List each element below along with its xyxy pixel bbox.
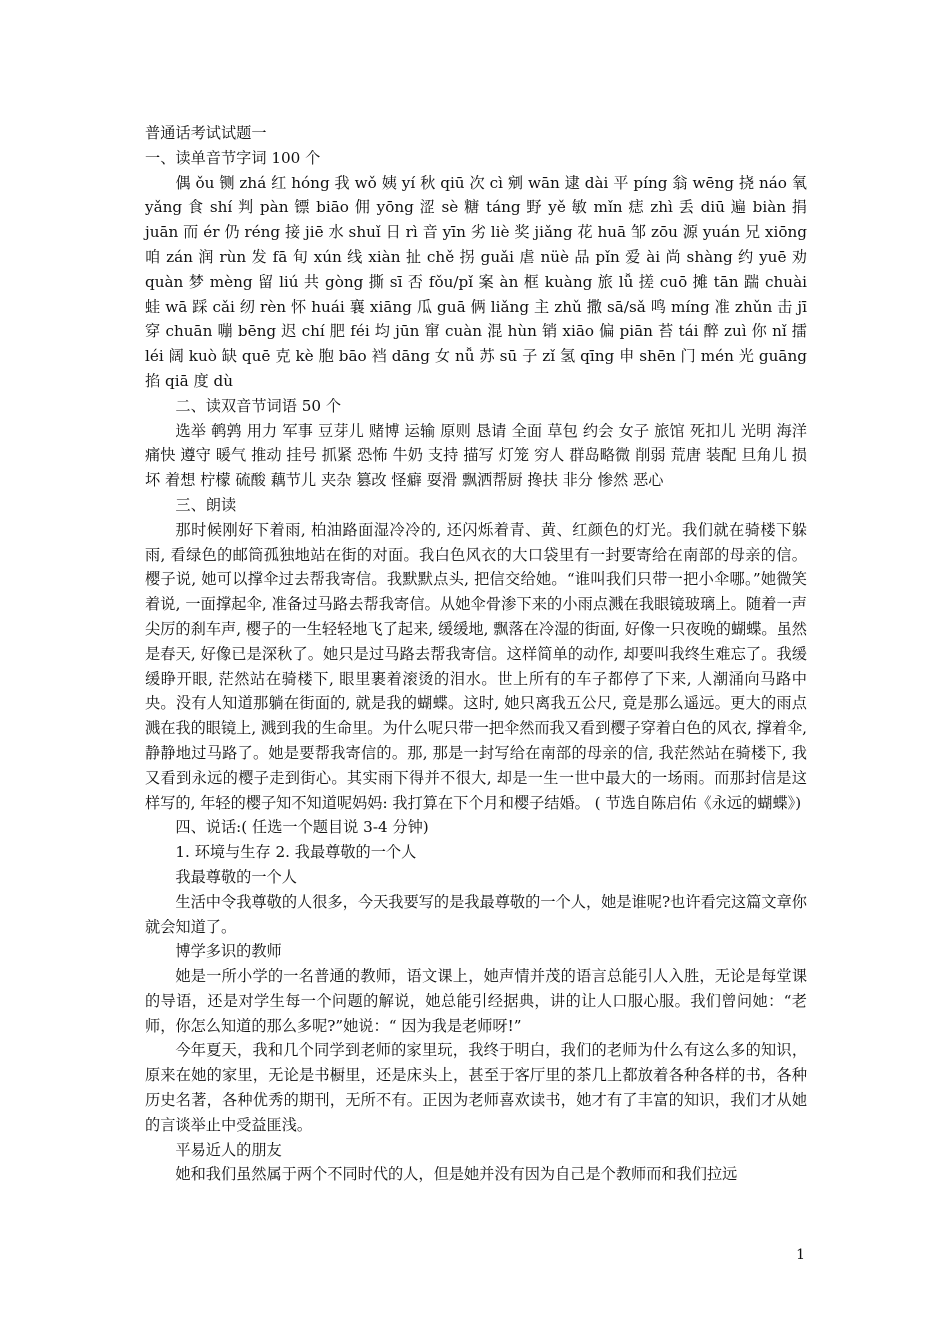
section1-body: 偶 ǒu 铡 zhá 红 hóng 我 wǒ 姨 yí 秋 qiū 次 cì 剜 wān 逮 dài 平 píng 翁 wēng 挠 náo 氧 yǎng 食 shí 判 pàn 镖 biāo 佣 yōng 涩 sè 糖 táng 野 yě 敏 mǐn 痣 zhì 丢 diū 遍 biàn 捐 juān 而 ér 仍 réng 接 jiē 水 shuǐ 日 rì 音 yīn 劣 liè 奖 jiǎng 花 huā 邹 zōu 源 yuán 兄 xiōng 咱 zán 润 rùn 发 fā 旬 xún 线 xiàn 扯 chě 拐 guǎi 虐 nüè 品 pǐn 爱 ài 尚 shàng 约 yuē 劝 quàn 梦 mèng 留 liú 共 gòng 撕 sī 否 fǒu/pǐ 案 àn 框 kuàng 旅 lǚ 搓 cuō 摊 tān 踹 chuài 蛙 wā 踩 cǎi 纫 rèn 怀 huái 襄 xiāng 瓜 guā 俩 liǎng 主 zhǔ 撒 sā/sǎ 鸣 míng 准 zhǔn 击 jī 穿 chuān 嘣 bēng 迟 chí 肥 féi 均 jūn 窜 cuàn 混 hùn 销 xiāo 偏 piān 苔 tái 醉 zuì 你 nǐ 擂 léi 阔 kuò 缺 quē 克 kè 胞 bāo 裆 dāng 女 nǚ 苏 sū 子 zǐ 氢 qīng 申 shēn 门 mén 光 guāng 掐 qiā 度 dù [145, 173, 807, 390]
section2-body: 选举 鹌鹑 用力 军事 豆芽儿 赌博 运输 原则 恳请 全面 草包 约会 女子 旅馆 死扣儿 光明 海洋 痛快 遵守 暖气 推动 挂号 抓紧 恐怖 牛奶 支持 描写 灯笼 穷人 群岛略微 削弱 荒唐 装配 旦角儿 损坏 着想 柠檬 硫酸 藕节儿 夹杂 篡改 怪癖 耍滑 飘洒帮厨 搀扶 非分 惨然 恶心 [145, 421, 807, 490]
document-page [145, 121, 807, 1187]
section1-heading: 一、读单音节字词 100 个 [145, 148, 321, 167]
section3-body: 那时候刚好下着雨, 柏油路面湿冷冷的, 还闪烁着青、黄、红颜色的灯光。我们就在骑楼下躲雨, 看绿色的邮筒孤独地站在街的对面。我白色风衣的大口袋里有一封要寄给在南部的母亲的信。樱子说, 她可以撑伞过去帮我寄信。我默默点头, 把信交给她。“谁叫我们只带一把小伞哪。”她微笑着说, 一面撑起伞, 准备过马路去帮我寄信。从她伞骨渗下来的小雨点溅在我眼镜玻璃上。随着一声尖厉的刹车声, 樱子的一生轻轻地飞了起来, 缓缓地, 飘落在冷湿的街面, 好像一只夜晚的蝴蝶。虽然是春天, 好像已是深秋了。她只是过马路去帮我寄信。这样简单的动作, 却要叫我终生难忘了。我缓缓睁开眼, 茫然站在骑楼下, 眼里裹着滚烫的泪水。世上所有的车子都停了下来, 人潮涌向马路中央。没有人知道那躺在街面的, 就是我的蝴蝶。这时, 她只离我五公尺, 竟是那么遥远。更大的雨点溅在我的眼镜上, 溅到我的生命里。为什么呢只带一把伞然而我又看到樱子穿着白色的风衣, 撑着伞, 静静地过马路了。她是要帮我寄信的。那, 那是一封写给在南部的母亲的信, 我茫然站在骑楼下, 我又看到永远的樱子走到街心。其实雨下得并不很大, 却是一生一世中最大的一场雨。而那封信是这样写的, 年轻的樱子知不知道呢妈妈: 我打算在下个月和樱子结婚。 ( 节选自陈启佑《永远的蝴蝶》) [145, 520, 808, 812]
page-number: 1 [796, 1247, 805, 1263]
subheading-knowledgeable-teacher: 博学多识的教师 [175, 942, 282, 961]
essay-intro: 生活中令我尊敬的人很多，今天我要写的是我最尊敬的一个人，她是谁呢?也许看完这篇文章你就会知道了。 [145, 892, 807, 936]
subheading-friendly-friend: 平易近人的朋友 [175, 1140, 282, 1159]
section4-heading: 四、说话:( 任选一个题目说 3-4 分钟) [175, 818, 429, 837]
document-title: 普通话考试试题一 [145, 124, 267, 142]
paragraph: 她是一所小学的一名普通的教师，语文课上，她声情并茂的语言总能引人入胜，无论是每堂课的导语，还是对学生每一个问题的解说，她总能引经据典，讲的让人口服心服。我们曾问她：“老师，你怎么知道的那么多呢?”她说：“ 因为我是老师呀!” [145, 967, 807, 1035]
paragraph: 她和我们虽然属于两个不同时代的人，但是她并没有因为自己是个教师而和我们拉远 [175, 1165, 738, 1184]
section2-heading: 二、读双音节词语 50 个 [175, 396, 342, 415]
section3-heading: 三、朗读 [175, 495, 237, 514]
section4-topics: 1. 环境与生存 2. 我最尊敬的一个人 [175, 843, 417, 862]
essay-title: 我最尊敬的一个人 [175, 867, 297, 886]
paragraph: 今年夏天，我和几个同学到老师的家里玩，我终于明白，我们的老师为什么有这么多的知识，原来在她的家里，无论是书橱里，还是床头上，甚至于客厅里的茶几上都放着各种各样的书，各种历史名著，各种优秀的期刊，无所不有。正因为老师喜欢读书，她才有了丰富的知识，我们才从她的言谈举止中受益匪浅。 [145, 1041, 807, 1134]
